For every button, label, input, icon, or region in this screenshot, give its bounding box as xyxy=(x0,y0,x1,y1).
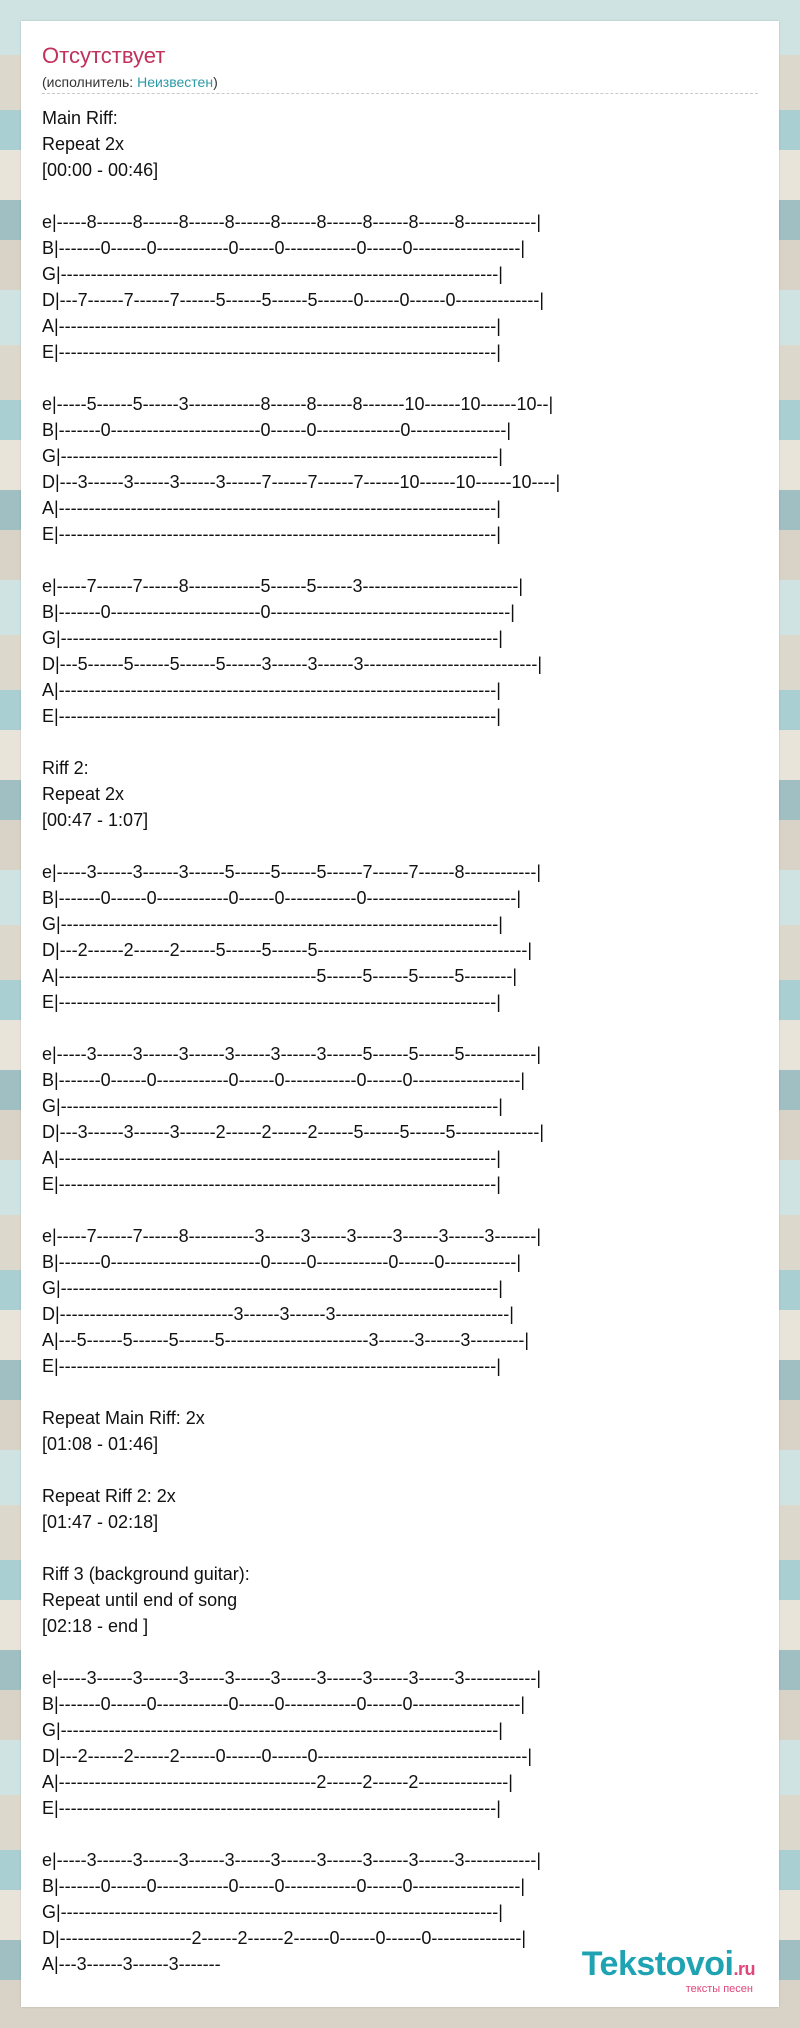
song-title: Отсутствует xyxy=(42,43,166,68)
logo-name: Tekstovoi xyxy=(581,1945,734,1983)
logo-tagline: тексты песен xyxy=(685,1983,753,1995)
logo-tld: .ru xyxy=(733,1959,755,1979)
song-page xyxy=(21,21,779,2007)
artist-suffix: ) xyxy=(213,74,218,90)
artist-prefix: (исполнитель: xyxy=(42,74,138,90)
artist-line xyxy=(42,73,758,94)
site-logo[interactable] xyxy=(582,1946,755,1995)
artist-link[interactable]: Неизвестен xyxy=(137,74,214,90)
tab-text: Main Riff: Repeat 2x [00:00 - 00:46] e|-----8------8------8------8------8------8------8------8------8------------| B|-------0------0------------0------0------------0------0------------------| G|-------------------------------------------------------------------------| D|---7------7------7------5------5------5------0------0------0--------------| A|-------------------------------------------------------------------------| E|-------------------------------------------------------------------------| e|-----5------5------3------------8------8------8-------10------10------10--| B|-------0-------------------------0------0--------------0----------------| G|-------------------------------------------------------------------------| D|---3------3------3------3------7------7------7------10------10------10----| A|-------------------------------------------------------------------------| E|-------------------------------------------------------------------------| e|-----7------7------8------------5------5------3--------------------------| B|-------0-------------------------0----------------------------------------| G|-------------------------------------------------------------------------| D|---5------5------5------5------3------3------3-----------------------------| A|-------------------------------------------------------------------------| E|-------------------------------------------------------------------------| Riff 2: Repeat 2x [00:47 - 1:07] e|-----3------3------3------5------5------5------7------7------8------------| B|-------0------0------------0------0------------0-------------------------| G|-------------------------------------------------------------------------| D|---2------2------2------5------5------5-----------------------------------| A|-------------------------------------------5------5------5------5--------| E|-------------------------------------------------------------------------| e|-----3------3------3------3------3------3------5------5------5------------| B|-------0------0------------0------0------------0------0------------------| G|-------------------------------------------------------------------------| D|---3------3------3------2------2------2------5------5------5--------------| A|-------------------------------------------------------------------------| E|-------------------------------------------------------------------------| e|-----7------7------8-----------3------3------3------3------3------3-------| B|-------0-------------------------0------0------------0------0------------| G|-------------------------------------------------------------------------| D|-----------------------------3------3------3-----------------------------| A|---5------5------5------5------------------------3------3------3---------| E|-------------------------------------------------------------------------| Repeat Main Riff: 2x [01:08 - 01:46] Repeat Riff 2: 2x [01:47 - 02:18] Riff 3 (background guitar): Repeat until end of song [02:18 - end ] e|-----3------3------3------3------3------3------3------3------3------------| B|-------0------0------------0------0------------0------0------------------| G|-------------------------------------------------------------------------| D|---2------2------2------0------0------0-----------------------------------| A|-------------------------------------------2------2------2---------------| E|-------------------------------------------------------------------------| e|-----3------3------3------3------3------3------3------3------3------------| B|-------0------0------------0------0------------0------0------------------| G|-------------------------------------------------------------------------| D|----------------------2------2------2------0------0------0---------------| A|---3------3------3------- xyxy=(42,108,561,1974)
logo-wordmark xyxy=(582,1946,755,1987)
